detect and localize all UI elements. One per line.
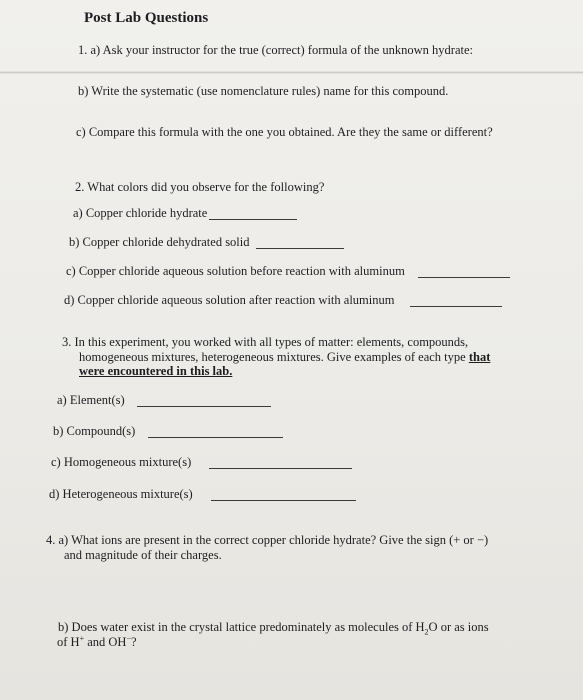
question-3-line2 xyxy=(79,350,490,365)
q4b-text-5: ? xyxy=(130,635,137,649)
question-4b-line2 xyxy=(57,635,137,650)
question-4a-line2: and magnitude of their charges. xyxy=(64,548,222,562)
answer-blank-2c[interactable] xyxy=(418,277,510,278)
q4b-superscript-plus: + xyxy=(79,633,85,643)
question-2d: d) Copper chloride aqueous solution after reaction with aluminum xyxy=(64,293,395,307)
answer-blank-3c[interactable] xyxy=(209,468,352,469)
question-4b-line1 xyxy=(58,620,489,635)
q4b-text-4: and OH xyxy=(84,635,127,649)
q4b-text-2: O or as ions xyxy=(428,620,489,634)
question-1c: c) Compare this formula with the one you obtained. Are they the same or different? xyxy=(76,125,493,139)
q4b-text-1: b) Does water exist in the crystal lattice predominately as molecules of H xyxy=(58,620,425,634)
answer-blank-2d[interactable] xyxy=(410,306,502,307)
question-2c: c) Copper chloride aqueous solution before reaction with aluminum xyxy=(66,264,405,278)
answer-blank-3b[interactable] xyxy=(148,437,283,438)
q4b-subscript: 2 xyxy=(424,627,429,637)
question-3b: b) Compound(s) xyxy=(53,424,136,438)
answer-blank-2a[interactable] xyxy=(209,219,297,220)
answer-blank-3d[interactable] xyxy=(211,500,356,501)
paper-fold-shadow xyxy=(0,71,583,74)
question-3d: d) Heterogeneous mixture(s) xyxy=(49,487,193,501)
page-title: Post Lab Questions xyxy=(84,10,209,26)
answer-blank-2b[interactable] xyxy=(256,248,344,249)
question-3a: a) Element(s) xyxy=(57,393,125,407)
q4b-superscript-minus: − xyxy=(126,633,131,643)
question-3c: c) Homogeneous mixture(s) xyxy=(51,455,192,469)
question-2a: a) Copper chloride hydrate xyxy=(73,206,208,220)
question-1a: 1. a) Ask your instructor for the true (correct) formula of the unknown hydrate: xyxy=(78,43,474,57)
answer-blank-3a[interactable] xyxy=(137,406,271,407)
question-2-prompt: 2. What colors did you observe for the following? xyxy=(75,180,325,194)
question-3-line2-text: homogeneous mixtures, heterogeneous mixtures. Give examples of each type xyxy=(79,350,466,364)
question-4a-line1: 4. a) What ions are present in the correct copper chloride hydrate? Give the sign (+ or −) xyxy=(46,533,489,547)
question-1b: b) Write the systematic (use nomenclature rules) name for this compound. xyxy=(78,84,449,98)
question-2b: b) Copper chloride dehydrated solid xyxy=(69,235,250,249)
question-3-emphasis: were encountered in this lab. xyxy=(79,364,233,378)
question-3-line1: 3. In this experiment, you worked with all types of matter: elements, compounds, xyxy=(62,335,469,349)
question-3-emphasis-that: that xyxy=(468,350,491,364)
q4b-text-3: of H xyxy=(57,635,80,649)
